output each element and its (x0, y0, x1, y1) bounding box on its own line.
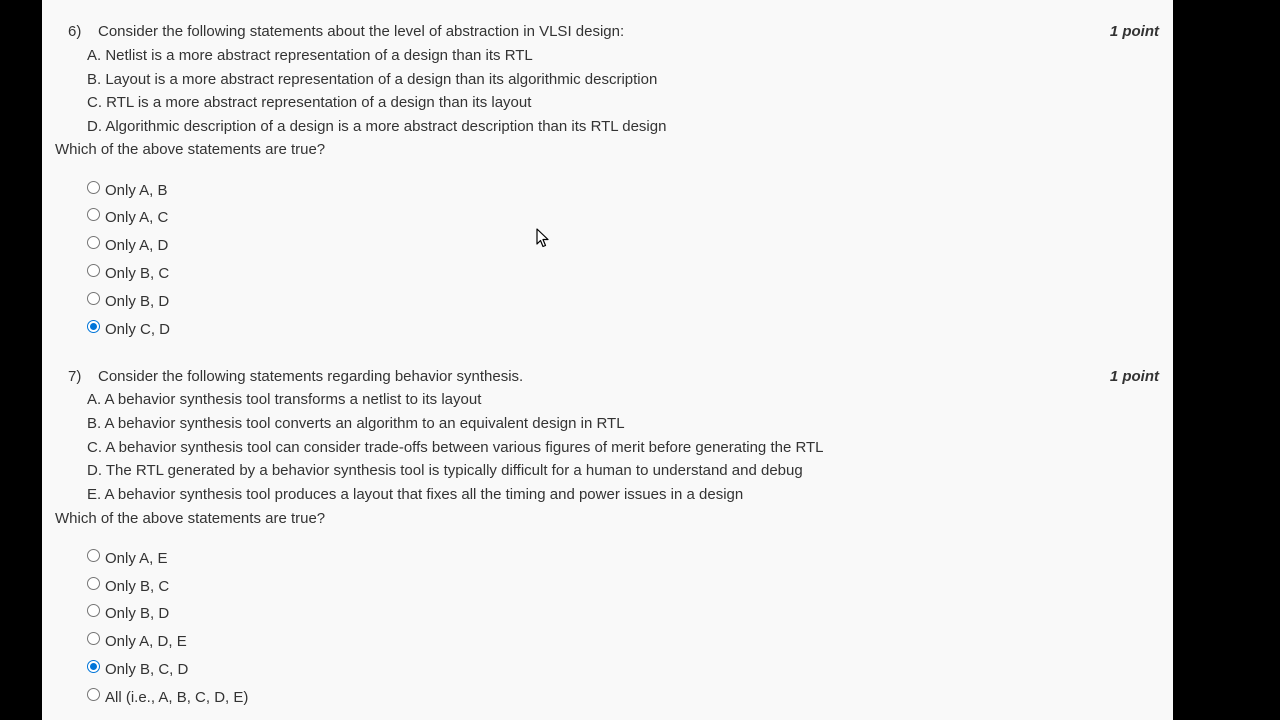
radio-button[interactable] (87, 577, 100, 590)
statement-b: B. Layout is a more abstract representation of a design than its algorithmic description (87, 71, 658, 88)
statement-c: C. A behavior synthesis tool can consider trade-offs between various figures of merit before generating the RTL (87, 439, 824, 456)
option-label: Only B, D (105, 293, 170, 310)
option-label: Only A, D (105, 237, 169, 254)
option-only-a-d-e[interactable] (87, 629, 187, 651)
question-points: 1 point (1109, 368, 1159, 385)
option-only-b-d[interactable] (87, 601, 169, 623)
assessment-page (42, 0, 1173, 720)
radio-button[interactable] (87, 549, 100, 562)
statement-d: D. Algorithmic description of a design is a more abstract description than its RTL design (87, 118, 667, 135)
radio-button[interactable] (87, 292, 100, 305)
radio-button[interactable] (87, 208, 100, 221)
question-prompt: Which of the above statements are true? (55, 510, 326, 527)
option-only-a-d[interactable] (87, 233, 168, 255)
option-only-b-c-d[interactable] (87, 657, 188, 679)
option-label: Only A, C (105, 209, 169, 226)
option-only-c-d[interactable] (87, 317, 170, 339)
radio-button[interactable] (87, 264, 100, 277)
statement-a: A. A behavior synthesis tool transforms a netlist to its layout (87, 391, 482, 408)
option-label: Only B, C (105, 265, 170, 282)
option-only-a-e[interactable] (87, 546, 168, 568)
statement-b: B. A behavior synthesis tool converts an algorithm to an equivalent design in RTL (87, 415, 625, 432)
question-text: Consider the following statements regarding behavior synthesis. (98, 368, 524, 385)
option-only-b-c[interactable] (87, 261, 169, 283)
option-label: All (i.e., A, B, C, D, E) (105, 689, 249, 706)
option-all[interactable] (87, 685, 248, 707)
option-label: Only B, C (105, 578, 170, 595)
question-points: 1 point (1109, 23, 1159, 40)
option-label: Only B, D (105, 605, 170, 622)
option-label: Only A, B (105, 182, 168, 199)
option-only-b-c[interactable] (87, 574, 169, 596)
radio-button-selected[interactable] (87, 660, 100, 673)
radio-button-selected[interactable] (87, 320, 100, 333)
question-number: 7) (68, 368, 82, 385)
option-label: Only B, C, D (105, 661, 189, 678)
option-label: Only C, D (105, 321, 171, 338)
option-label: Only A, D, E (105, 633, 187, 650)
mouse-cursor-icon (536, 228, 550, 248)
option-only-a-b[interactable] (87, 178, 168, 200)
question-number: 6) (68, 23, 82, 40)
question-prompt: Which of the above statements are true? (55, 141, 326, 158)
statement-a: A. Netlist is a more abstract representation of a design than its RTL (87, 47, 533, 64)
option-only-a-c[interactable] (87, 205, 168, 227)
radio-button[interactable] (87, 604, 100, 617)
radio-button[interactable] (87, 236, 100, 249)
question-text: Consider the following statements about the level of abstraction in VLSI design: (98, 23, 625, 40)
statement-c: C. RTL is a more abstract representation of a design than its layout (87, 94, 532, 111)
radio-button[interactable] (87, 181, 100, 194)
radio-button[interactable] (87, 688, 100, 701)
statement-d: D. The RTL generated by a behavior synthesis tool is typically difficult for a human to understand and debug (87, 462, 803, 479)
radio-button[interactable] (87, 632, 100, 645)
option-label: Only A, E (105, 550, 168, 567)
statement-e: E. A behavior synthesis tool produces a layout that fixes all the timing and power issues in a design (87, 486, 744, 503)
option-only-b-d[interactable] (87, 289, 169, 311)
